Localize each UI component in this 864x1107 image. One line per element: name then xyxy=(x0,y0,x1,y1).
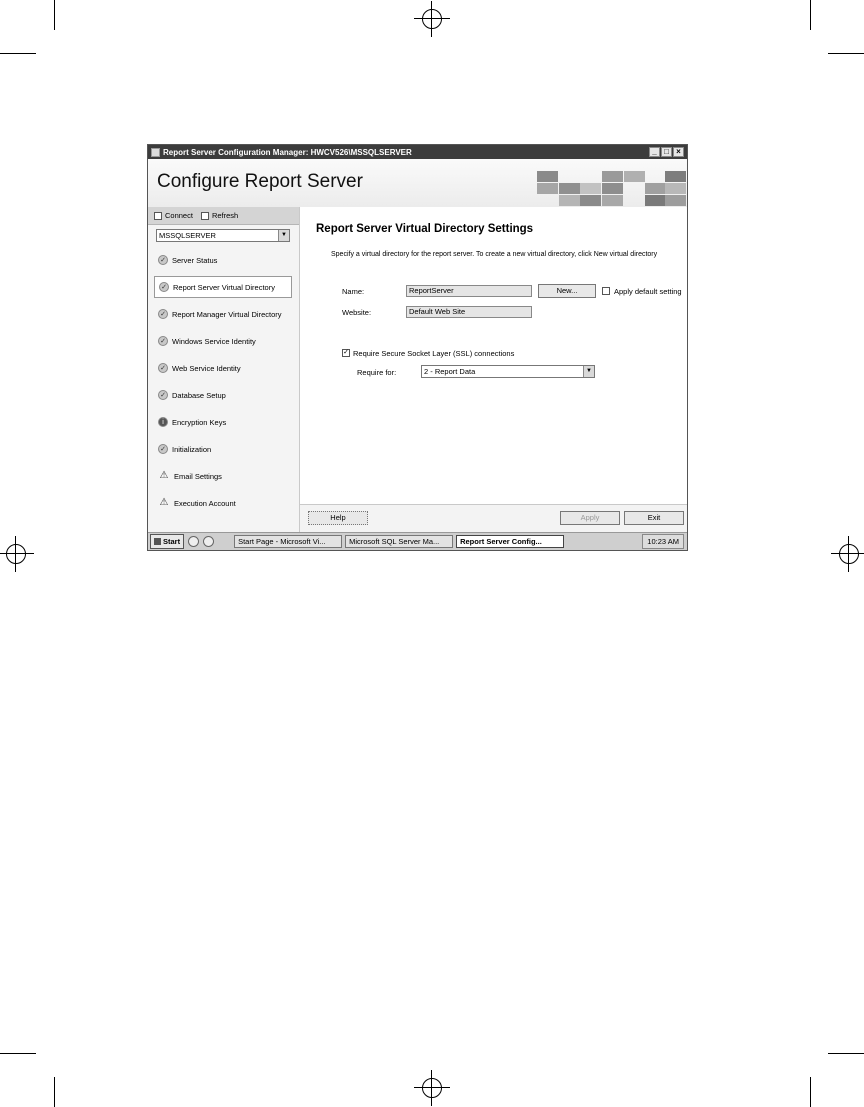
nav-item-email-settings[interactable] xyxy=(154,465,292,487)
crop-mark xyxy=(54,0,55,30)
header-title: Configure Report Server xyxy=(157,171,363,192)
nav-item-label: Database Setup xyxy=(172,390,226,400)
nav-item-label: Encryption Keys xyxy=(172,417,227,427)
warning-icon: ⚠ xyxy=(159,470,169,481)
check-icon: ✓ xyxy=(158,444,168,454)
require-for-label: Require for: xyxy=(357,368,397,377)
nav-item-report-server-virtual-directory[interactable] xyxy=(154,276,292,298)
nav-item-server-status[interactable] xyxy=(154,249,292,271)
chevron-down-icon: ▼ xyxy=(583,366,594,377)
nav-item-label: Server Status xyxy=(172,255,218,265)
clock: 10:23 AM xyxy=(647,537,679,546)
app-icon xyxy=(151,148,160,157)
taskbar-item[interactable] xyxy=(345,535,453,548)
taskbar-item-label: Report Server Config... xyxy=(460,537,542,546)
taskbar-item[interactable] xyxy=(456,535,564,548)
start-label: Start xyxy=(163,537,181,546)
refresh-label: Refresh xyxy=(211,211,239,220)
help-button[interactable]: Help xyxy=(308,511,368,525)
refresh-icon xyxy=(201,212,209,220)
nav-item-label: Report Server Virtual Directory xyxy=(173,282,275,292)
instance-select-value: MSSQLSERVER xyxy=(159,231,216,240)
nav-item-report-manager-virtual-directory[interactable] xyxy=(154,303,292,325)
minimize-button[interactable]: _ xyxy=(649,147,660,157)
connect-label: Connect xyxy=(165,211,193,220)
website-field: Default Web Site xyxy=(406,306,532,318)
nav-item-windows-service-identity[interactable] xyxy=(154,330,292,352)
nav-item-web-service-identity[interactable] xyxy=(154,357,292,379)
warning-icon: ⚠ xyxy=(159,497,169,508)
require-for-value: 2 - Report Data xyxy=(424,367,476,376)
name-label: Name: xyxy=(342,287,365,296)
header-banner xyxy=(148,159,687,208)
ie-icon[interactable] xyxy=(188,536,199,547)
nav-item-label: Web Service Identity xyxy=(172,363,241,373)
taskbar xyxy=(148,532,687,550)
info-icon: i xyxy=(158,417,168,427)
ssl-checkbox[interactable]: ✓ xyxy=(343,349,349,356)
check-icon: ✓ xyxy=(158,336,168,346)
nav-item-encryption-keys[interactable] xyxy=(154,411,292,433)
crop-mark xyxy=(810,1077,811,1107)
explorer-icon[interactable] xyxy=(203,536,214,547)
check-icon: ✓ xyxy=(159,282,169,292)
taskbar-item[interactable] xyxy=(234,535,342,548)
left-toolbar xyxy=(148,207,299,225)
start-button[interactable] xyxy=(150,534,184,549)
nav-item-label: Report Manager Virtual Directory xyxy=(172,309,282,319)
maximize-button[interactable]: □ xyxy=(661,147,672,157)
nav-item-label: Windows Service Identity xyxy=(172,336,256,346)
check-icon: ✓ xyxy=(158,255,168,265)
nav-item-label: Email Settings xyxy=(174,471,222,481)
apply-default-label: Apply default setting xyxy=(614,287,682,296)
connect-icon xyxy=(154,212,162,220)
app-window xyxy=(147,144,688,551)
close-button[interactable]: × xyxy=(673,147,684,157)
main-content xyxy=(300,207,687,505)
page-description: Specify a virtual directory for the report server. To create a new virtual directory, click New virtual directory xyxy=(331,251,658,258)
nav-item-label: Initialization xyxy=(172,444,212,454)
nav-item-execution-account[interactable] xyxy=(154,492,292,514)
crop-mark xyxy=(828,1053,864,1054)
registration-mark xyxy=(422,9,442,29)
name-field[interactable]: ReportServer xyxy=(406,285,532,297)
title-bar xyxy=(148,145,687,159)
check-icon: ✓ xyxy=(158,363,168,373)
instance-select[interactable] xyxy=(156,229,290,242)
page-title: Report Server Virtual Directory Settings xyxy=(316,223,534,235)
registration-mark xyxy=(422,1078,442,1098)
registration-mark xyxy=(839,544,859,564)
crop-mark xyxy=(828,53,864,54)
taskbar-item-label: Start Page - Microsoft Vi... xyxy=(238,537,326,546)
chevron-down-icon: ▼ xyxy=(278,230,289,241)
crop-mark xyxy=(810,0,811,30)
system-tray xyxy=(642,534,684,549)
crop-mark xyxy=(0,53,36,54)
connect-button[interactable] xyxy=(154,211,193,220)
nav-item-database-setup[interactable] xyxy=(154,384,292,406)
website-label: Website: xyxy=(342,308,372,317)
check-icon: ✓ xyxy=(158,390,168,400)
refresh-button[interactable] xyxy=(201,211,238,220)
apply-default-checkbox[interactable] xyxy=(602,287,610,295)
left-pane xyxy=(148,207,300,533)
apply-button[interactable]: Apply xyxy=(560,511,620,525)
new-button[interactable]: New... xyxy=(538,284,596,298)
decorative-tiles xyxy=(537,171,687,207)
require-for-select[interactable] xyxy=(421,365,595,378)
nav-item-initialization[interactable] xyxy=(154,438,292,460)
ssl-label: Require Secure Socket Layer (SSL) connections xyxy=(353,349,515,358)
footer-bar xyxy=(300,504,687,533)
window-title: Report Server Configuration Manager: HWCV526\MSSQLSERVER xyxy=(163,147,412,157)
crop-mark xyxy=(54,1077,55,1107)
check-icon: ✓ xyxy=(158,309,168,319)
exit-button[interactable]: Exit xyxy=(624,511,684,525)
windows-logo-icon xyxy=(154,538,161,545)
taskbar-item-label: Microsoft SQL Server Ma... xyxy=(349,537,440,546)
nav-item-label: Execution Account xyxy=(174,498,236,508)
registration-mark xyxy=(6,544,26,564)
crop-mark xyxy=(0,1053,36,1054)
